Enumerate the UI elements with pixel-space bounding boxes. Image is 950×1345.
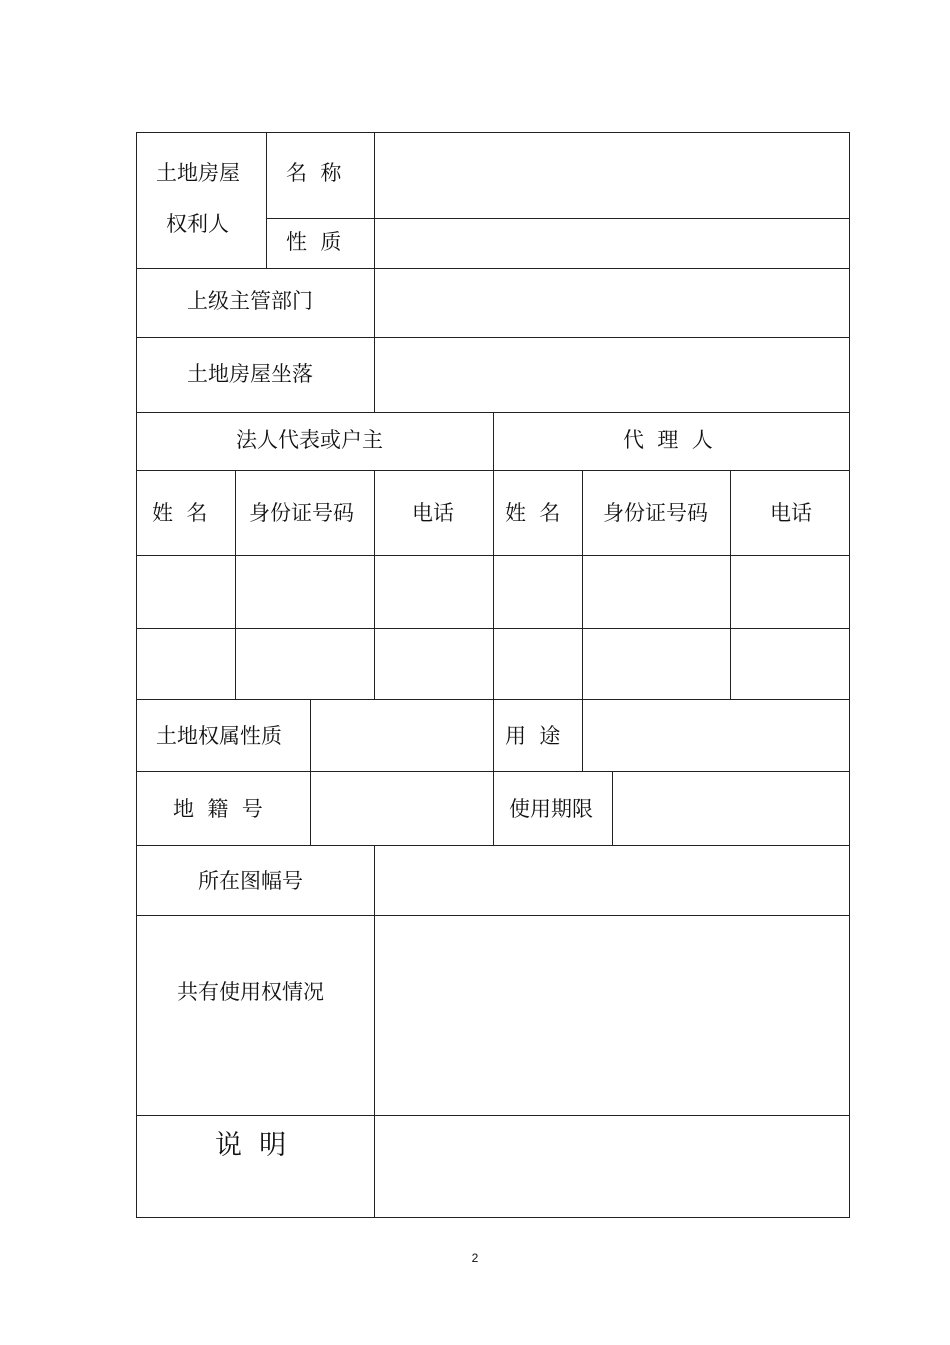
rep-id-header: 身份证号码 xyxy=(249,501,354,525)
owner-label-line2: 权利人 xyxy=(166,212,229,236)
agent-label: 代 理 人 xyxy=(623,428,713,452)
grid-line xyxy=(582,699,583,771)
grid-line xyxy=(137,268,850,269)
owner-label-line1: 土地房屋 xyxy=(156,161,240,185)
legal-rep-label: 法人代表或户主 xyxy=(236,428,383,452)
shared-use-label: 共有使用权情况 xyxy=(177,980,324,1004)
land-right-nature-label: 土地权属性质 xyxy=(156,724,282,748)
grid-line xyxy=(310,699,311,845)
agent-name-header: 姓 名 xyxy=(505,501,561,525)
grid-line xyxy=(612,771,613,845)
grid-line xyxy=(137,337,850,338)
registration-form-table xyxy=(136,132,850,1218)
supervisor-label: 上级主管部门 xyxy=(187,289,313,313)
grid-line xyxy=(582,470,583,699)
grid-line xyxy=(137,1115,850,1116)
grid-line xyxy=(374,470,375,699)
grid-line xyxy=(137,845,850,846)
name-label: 名 称 xyxy=(286,161,342,185)
grid-line xyxy=(374,133,375,412)
grid-line xyxy=(235,470,236,699)
rep-phone-header: 电话 xyxy=(412,501,454,525)
use-label: 用 途 xyxy=(505,724,561,748)
grid-line xyxy=(267,218,850,219)
agent-phone-header: 电话 xyxy=(770,501,812,525)
grid-line xyxy=(374,845,375,1217)
grid-line xyxy=(266,133,267,268)
agent-id-header: 身份证号码 xyxy=(603,501,708,525)
page-number: 2 xyxy=(471,1251,479,1265)
remarks-label: 说 明 xyxy=(215,1130,287,1161)
rep-name-header: 姓 名 xyxy=(152,501,208,525)
grid-line xyxy=(730,470,731,699)
use-period-label: 使用期限 xyxy=(509,797,593,821)
location-label: 土地房屋坐落 xyxy=(187,362,313,386)
cadastral-no-label: 地 籍 号 xyxy=(173,797,263,821)
grid-line xyxy=(493,412,494,845)
map-sheet-label: 所在图幅号 xyxy=(198,869,303,893)
grid-line xyxy=(137,915,850,916)
nature-label: 性 质 xyxy=(286,230,342,254)
